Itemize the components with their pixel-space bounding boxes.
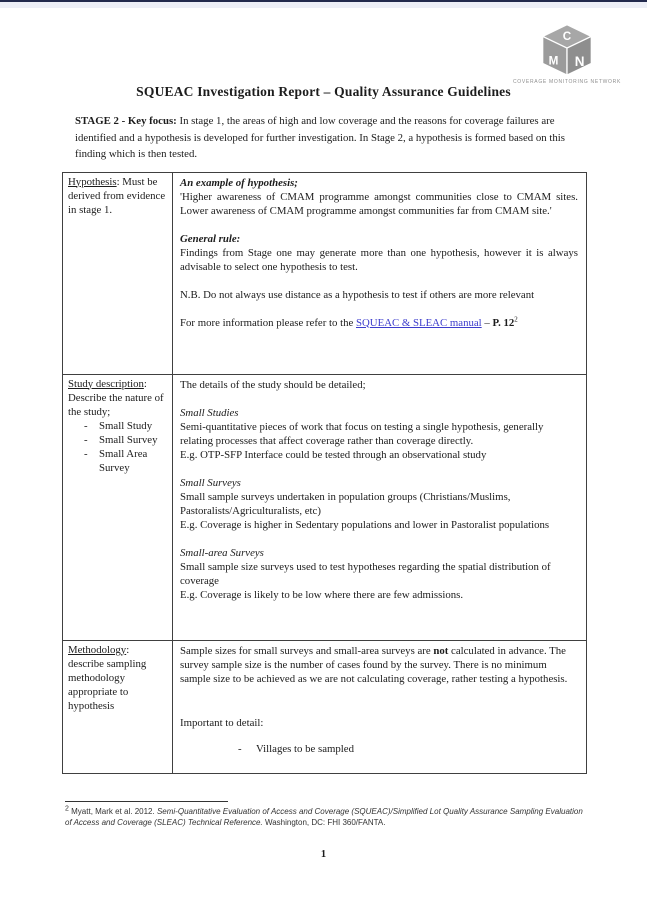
section-heading: Small Surveys <box>180 476 241 489</box>
methodology-right-cell <box>173 640 587 773</box>
intro-body: In stage 1, the areas of high and low coverage and the reasons for coverage failures are identified and a hypothesis is developed for further investigation. In Stage 2, a hypothesis is formed based on this finding which is then tested. <box>75 115 565 160</box>
squeac-sleac-manual-link[interactable]: SQUEAC & SLEAC manual <box>356 316 482 329</box>
list-item <box>68 419 166 433</box>
study-details-intro: The details of the study should be detailed; <box>180 378 366 391</box>
section-heading: Small Studies <box>180 406 239 419</box>
section-example: E.g. OTP-SFP Interface could be tested through an observational study <box>180 448 487 461</box>
general-rule-heading: General rule: <box>180 232 241 245</box>
logo-letter-top: C <box>562 30 572 43</box>
hypothesis-definition: : Must be derived from evidence in stage 1. <box>68 175 166 216</box>
methodology-term: Methodology <box>68 643 127 656</box>
section-example: E.g. Coverage is likely to be low where there are few admissions. <box>180 588 464 601</box>
hypothesis-row <box>63 172 587 374</box>
hypothesis-left-cell <box>63 172 173 374</box>
list-item <box>180 742 578 756</box>
example-heading: An example of hypothesis; <box>180 176 298 189</box>
more-info-separator: – <box>481 316 493 329</box>
study-description-left-cell <box>63 374 173 640</box>
bullet-marker: - <box>84 419 88 432</box>
intro-lead: STAGE 2 - Key focus: <box>75 115 177 127</box>
sample-size-pre: Sample sizes for small surveys and small-area surveys are <box>180 644 434 657</box>
small-studies-section <box>180 406 578 462</box>
small-surveys-section <box>180 476 578 532</box>
list-item-label: Small Survey <box>99 433 158 446</box>
footnote <box>65 806 589 828</box>
more-info-line <box>180 316 578 330</box>
hypothesis-right-cell <box>173 172 587 374</box>
study-description-definition: : Describe the nature of the study; <box>68 377 164 418</box>
footnote-marker: 2 <box>65 804 69 812</box>
page-number: 1 <box>320 849 327 860</box>
footnote-reference-mark: 2 <box>514 314 518 323</box>
top-strip <box>0 2 647 8</box>
study-description-row <box>63 374 587 640</box>
intro-paragraph <box>75 113 585 163</box>
sample-size-post: calculated in advance. The survey sample size is the number of cases found by the survey. There is no minimum sample size to be achieved as we are not calculating coverage, rather testing a hypothesis. <box>180 644 568 685</box>
not-emphasis: not <box>433 644 449 657</box>
bullet-marker: - <box>84 447 88 460</box>
important-to-detail-label: Important to detail: <box>180 716 264 729</box>
footnote-pre: Myatt, Mark et al. 2012. <box>68 806 157 816</box>
cmn-logo <box>505 22 629 85</box>
list-item <box>68 433 166 447</box>
study-description-right-cell <box>173 374 587 640</box>
logo-caption: COVERAGE MONITORING NETWORK <box>513 79 621 85</box>
section-body: Small sample surveys undertaken in population groups (Christians/Muslims, Pastoralists/Agriculturalists, etc) <box>180 490 511 517</box>
hypothesis-term: Hypothesis <box>68 175 117 188</box>
footnote-post: Washington, DC: FHI 360/FANTA. <box>262 817 386 827</box>
qa-guidelines-table <box>62 172 587 774</box>
methodology-definition: : describe sampling methodology appropriate to hypothesis <box>68 643 147 712</box>
section-example: E.g. Coverage is higher in Sedentary populations and lower in Pastoralist populations <box>180 518 550 531</box>
nb-text: N.B. Do not always use distance as a hypothesis to test if others are more relevant <box>180 288 535 301</box>
logo-letter-left: M <box>548 54 559 68</box>
list-item-label: Small Study <box>99 419 153 432</box>
bullet-marker: - <box>238 742 242 755</box>
section-body: Small sample size surveys used to test hypotheses regarding the spatial distribution of coverage <box>180 560 551 587</box>
logo-letter-right: N <box>574 54 585 70</box>
methodology-left-cell <box>63 640 173 773</box>
list-item-label: Small Area Survey <box>99 447 148 474</box>
bullet-marker: - <box>84 433 88 446</box>
list-item-label: Villages to be sampled <box>256 742 354 755</box>
footnote-separator <box>65 801 228 802</box>
cube-logo-icon <box>540 22 594 76</box>
section-body: Semi-quantitative pieces of work that focus on testing a single hypothesis, generally relating processes that affect coverage rather than coverage directly. <box>180 420 544 447</box>
more-info-prefix: For more information please refer to the <box>180 316 356 329</box>
study-description-term: Study description <box>68 377 144 390</box>
page-ref: P. 12 <box>492 316 515 329</box>
sample-size-paragraph <box>180 644 578 686</box>
general-rule-text: Findings from Stage one may generate more than one hypothesis, however it is always advisable to select one hypothesis to test. <box>180 246 578 273</box>
footnote-reference-title: Semi-Quantitative Evaluation of Access and Coverage (SQUEAC)/Simplified Lot Quality Assurance Sampling Evaluation of Access and Coverage (SLEAC) Technical Reference. <box>65 806 583 827</box>
section-heading: Small-area Surveys <box>180 546 264 559</box>
example-text: 'Higher awareness of CMAM programme amongst communities close to CMAM sites. Lower awareness of CMAM programme amongst communities far from CMAM site.' <box>180 190 578 217</box>
page-title: SQUEAC Investigation Report – Quality Assurance Guidelines <box>136 84 511 99</box>
methodology-row <box>63 640 587 773</box>
list-item <box>68 447 166 475</box>
small-area-surveys-section <box>180 546 578 602</box>
